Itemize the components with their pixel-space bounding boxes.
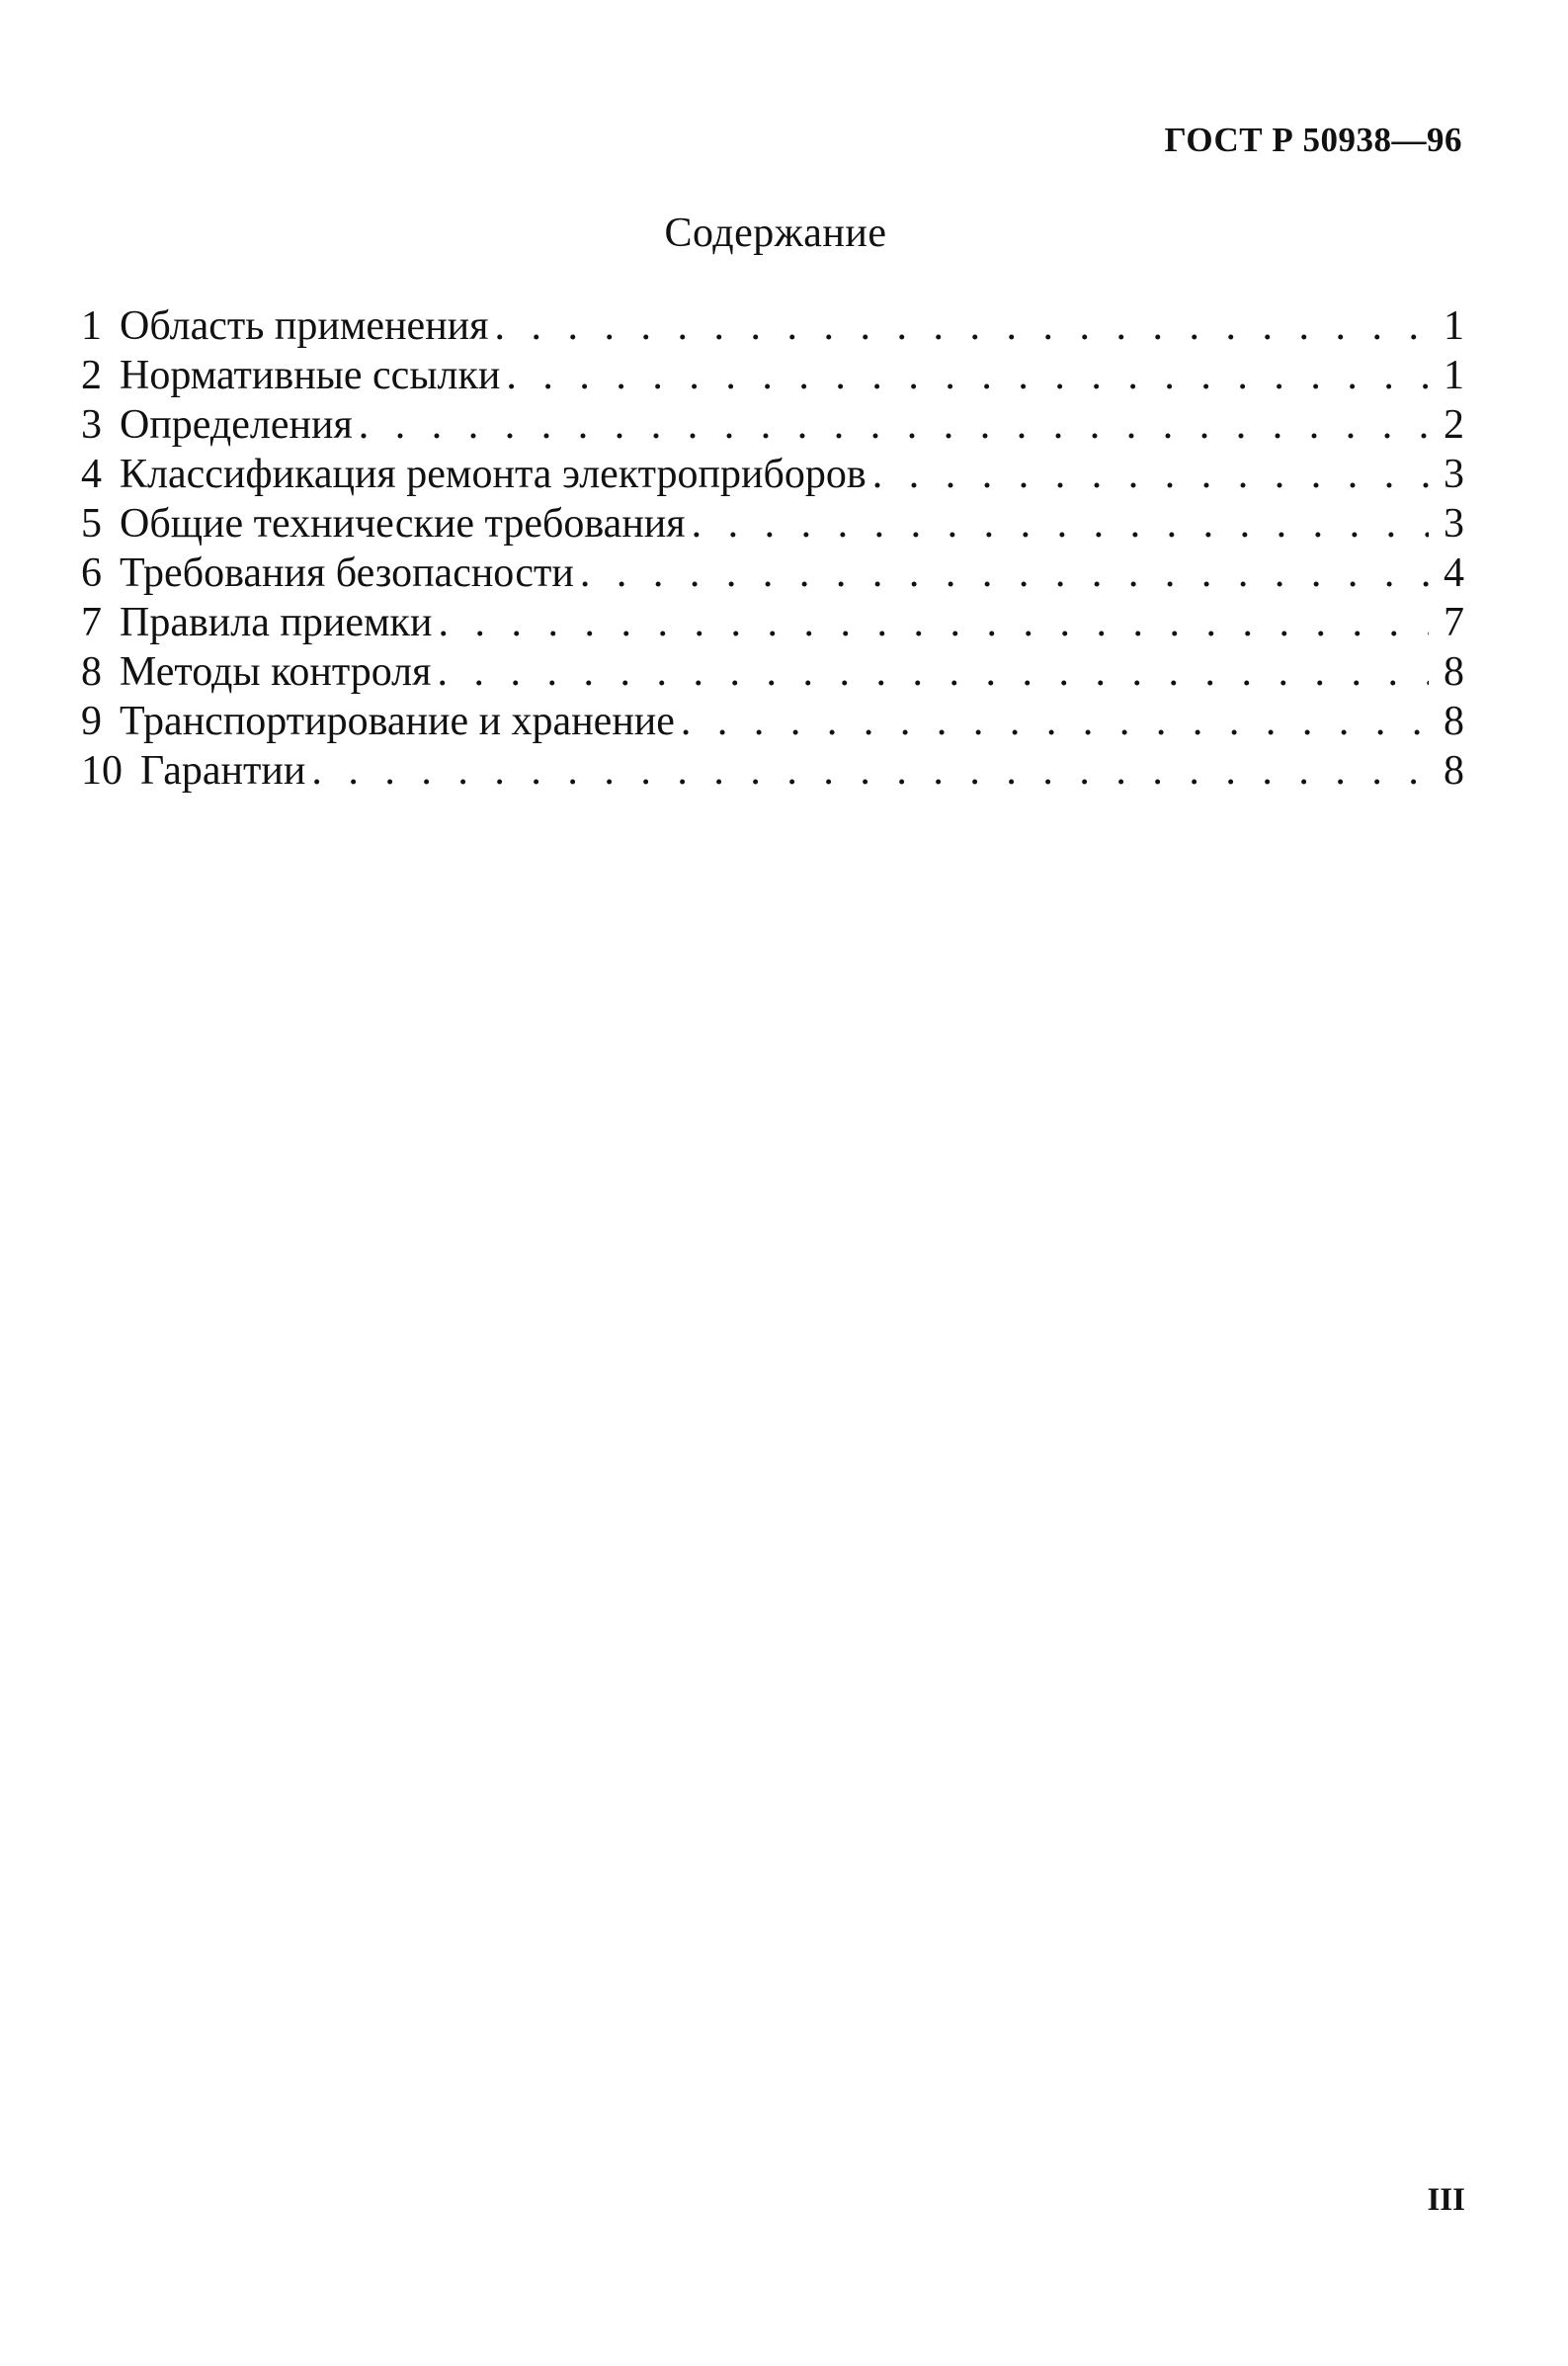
toc-entry[interactable]: [81, 351, 1464, 400]
dot-leader: [494, 301, 1429, 351]
toc-entry-number: 8: [81, 649, 102, 695]
toc-entry-number: 7: [81, 600, 102, 645]
document-code: ГОСТ Р 50938—96: [1164, 121, 1462, 159]
toc-entry-number: 3: [81, 402, 102, 448]
dot-leader: [311, 746, 1429, 796]
dot-leader: [580, 549, 1429, 598]
toc-entry[interactable]: [81, 598, 1464, 647]
toc-entry-page: 1: [1444, 353, 1464, 398]
toc-entry-page: 2: [1444, 402, 1464, 448]
toc-entry-title: Правила приемки: [120, 600, 433, 645]
toc-entry-number: 10: [81, 748, 123, 794]
toc-entry-title: Транспортирование и хранение: [120, 699, 675, 744]
toc-entry[interactable]: [81, 400, 1464, 450]
toc-entry-page: 8: [1444, 699, 1464, 744]
toc-entry-page: 1: [1444, 303, 1464, 349]
toc-title: Содержание: [664, 211, 887, 256]
toc-entry-title: Область применения: [120, 303, 489, 349]
page-number: III: [1427, 2182, 1465, 2218]
toc-entry-page: 3: [1444, 501, 1464, 547]
toc-entry[interactable]: [81, 746, 1464, 796]
dot-leader: [692, 499, 1429, 549]
toc-entry-page: 4: [1444, 550, 1464, 596]
toc-entry-number: 6: [81, 550, 102, 596]
toc-entry-title: Нормативные ссылки: [120, 353, 501, 398]
dot-leader: [437, 647, 1429, 697]
toc-entry[interactable]: [81, 450, 1464, 499]
dot-leader: [506, 351, 1429, 400]
toc-entry-number: 1: [81, 303, 102, 349]
toc-entry-number: 4: [81, 452, 102, 497]
toc-entry[interactable]: [81, 647, 1464, 697]
dot-leader: [681, 697, 1429, 746]
toc-entry[interactable]: [81, 697, 1464, 746]
toc-entry-page: 3: [1444, 452, 1464, 497]
dot-leader: [438, 598, 1429, 647]
toc-entry-title: Классификация ремонта электроприборов: [120, 452, 867, 497]
toc-entry[interactable]: [81, 549, 1464, 598]
toc-entry-number: 5: [81, 501, 102, 547]
toc-entry-page: 7: [1444, 600, 1464, 645]
toc-entry-number: 2: [81, 353, 102, 398]
toc-entry-page: 8: [1444, 649, 1464, 695]
dot-leader: [872, 450, 1429, 499]
toc-entry-page: 8: [1444, 748, 1464, 794]
toc-entry-title: Требования безопасности: [120, 550, 574, 596]
toc-entry[interactable]: [81, 499, 1464, 549]
toc-entry-title: Методы контроля: [120, 649, 432, 695]
toc-entry[interactable]: [81, 301, 1464, 351]
table-of-contents: [81, 301, 1464, 796]
toc-entry-title: Общие технические требования: [120, 501, 686, 547]
toc-entry-title: Определения: [120, 402, 353, 448]
dot-leader: [359, 400, 1429, 450]
toc-entry-number: 9: [81, 699, 102, 744]
toc-entry-title: Гарантии: [140, 748, 306, 794]
